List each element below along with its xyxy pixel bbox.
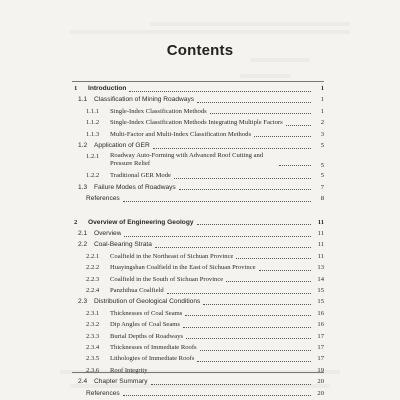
toc-page-number: 13 xyxy=(317,264,324,272)
toc-entry-title: Multi-Factor and Multi-Index Classification Methods xyxy=(110,130,252,138)
dot-leader xyxy=(197,102,311,103)
dot-leader xyxy=(226,281,311,282)
toc-page-number: 20 xyxy=(317,389,324,397)
toc-entry-row xyxy=(72,263,324,273)
toc-entry-row xyxy=(72,107,324,117)
toc-page-number: 5 xyxy=(320,142,324,149)
toc-entry-title: Roadway Auto-Forming with Advanced Roof Cutting and Pressure Relief xyxy=(110,152,264,168)
toc-entry-number: 2.2 xyxy=(78,241,88,249)
dot-leader xyxy=(197,224,311,225)
dot-leader xyxy=(203,304,311,305)
toc-entry-row xyxy=(72,229,324,239)
toc-entry-title: Single-Index Classification Methods xyxy=(110,107,207,115)
toc-entry-row xyxy=(72,366,324,376)
toc-page-number: 17 xyxy=(317,355,324,363)
toc-entry-number: 2.3.2 xyxy=(86,321,100,329)
dot-leader xyxy=(279,165,311,166)
toc-references-row xyxy=(72,389,324,399)
dot-leader xyxy=(236,258,311,259)
toc-entry-number: 2.3.6 xyxy=(86,366,100,374)
toc-entry-number: 2.3 xyxy=(78,298,88,306)
toc-entry-number: 2.3.3 xyxy=(86,332,100,340)
toc-page-number: 11 xyxy=(317,241,324,249)
dot-leader xyxy=(210,113,311,114)
dot-leader xyxy=(123,395,311,396)
toc-entry-title: Dip Angles of Coal Seams xyxy=(110,321,180,329)
toc-page-number: 17 xyxy=(317,332,324,340)
toc-entry-title: Chapter Summary xyxy=(94,378,148,386)
toc-page-number: 14 xyxy=(317,275,324,283)
toc-entry-title: Overview xyxy=(94,230,122,237)
toc-entry-number: 2.4 xyxy=(78,378,88,386)
toc-page-number: 19 xyxy=(317,366,324,374)
toc-entry-title: Coal-Bearing Strata xyxy=(94,241,152,249)
toc-page-number: 1 xyxy=(320,107,324,115)
toc-entry-number: 2.3.1 xyxy=(86,309,100,317)
toc-entry-row xyxy=(72,240,324,250)
toc-page-number: 17 xyxy=(317,344,324,351)
toc-entry-row xyxy=(72,141,324,151)
toc-page-number: 2 xyxy=(320,119,324,127)
toc-entry-row xyxy=(72,252,324,262)
toc-entry-number: 2 xyxy=(74,218,78,226)
toc-entry-title: Thicknesses of Immediate Roofs xyxy=(110,344,197,351)
toc-entry-row xyxy=(72,377,324,387)
toc-entry-row xyxy=(72,354,324,364)
toc-entry-title: Huayingshan Coalfield in the East of Sichuan Province xyxy=(110,264,256,272)
toc-entry-title: Classification of Mining Roadways xyxy=(94,96,195,104)
toc-page-number: 15 xyxy=(317,287,324,294)
dot-leader xyxy=(286,125,311,126)
toc-entry-row xyxy=(72,286,324,296)
toc-entry-number: 1.1 xyxy=(78,96,88,104)
toc-entry-row xyxy=(72,332,324,342)
toc-page-number: 8 xyxy=(320,195,324,203)
toc-entry-row xyxy=(72,152,324,170)
dot-leader xyxy=(123,201,311,202)
bottom-rule xyxy=(72,372,324,373)
toc-entry-title: References xyxy=(86,195,120,203)
dot-leader xyxy=(124,236,311,237)
toc-entry-title: Application of GER xyxy=(94,142,150,149)
toc-page-number: 11 xyxy=(317,230,324,237)
toc-entry-number: 2.2.4 xyxy=(86,287,100,294)
toc-page-number: 15 xyxy=(317,298,324,306)
toc-entry-number: 2.3.5 xyxy=(86,355,100,363)
toc-page-number: 7 xyxy=(320,183,324,191)
page-title: Contents xyxy=(166,42,234,59)
dot-leader xyxy=(259,270,311,271)
top-rule xyxy=(72,81,324,82)
toc-entry-number: 2.3.4 xyxy=(86,344,100,351)
dot-leader xyxy=(129,91,311,92)
toc-page-number: 20 xyxy=(317,378,324,386)
toc-entry-number: 1 xyxy=(74,85,78,92)
toc-entry-row xyxy=(72,171,324,181)
toc-page-number: 11 xyxy=(317,218,324,226)
toc-entry-title: Panzhihua Coalfield xyxy=(110,287,164,294)
toc-entry-title: Overview of Engineering Geology xyxy=(88,218,194,226)
dot-leader xyxy=(151,384,311,385)
toc-page-number: 5 xyxy=(320,162,324,170)
toc-entry-title: Introduction xyxy=(88,85,127,92)
toc-entry-title: Distribution of Geological Conditions xyxy=(94,298,201,306)
toc-entry-title: Coalfield in the South of Sichuan Province xyxy=(110,275,224,283)
toc-page-number: 1 xyxy=(320,96,324,104)
toc-page-number: 3 xyxy=(320,130,324,138)
toc-entry-title: Failure Modes of Roadways xyxy=(94,183,176,191)
toc-entry-number: 1.3 xyxy=(78,183,88,191)
dot-leader xyxy=(186,338,311,339)
toc-entry-row xyxy=(72,95,324,105)
dot-leader xyxy=(153,148,311,149)
toc-page-number: 11 xyxy=(317,252,324,260)
toc-entry-row xyxy=(72,130,324,140)
toc-entry-title: Coalfield in the Northeast of Sichuan Province xyxy=(110,252,234,260)
toc-chapter-row xyxy=(72,218,324,228)
toc-references-row xyxy=(72,194,324,204)
dot-leader xyxy=(185,315,311,316)
toc-entry-number: 1.2 xyxy=(78,142,88,149)
toc-entry-number: 1.1.3 xyxy=(86,130,100,138)
toc-entry-row xyxy=(72,183,324,193)
toc-entry-number: 2.2.3 xyxy=(86,275,100,283)
dot-leader xyxy=(183,327,311,328)
dot-leader xyxy=(179,189,311,190)
toc-entry-number: 1.1.1 xyxy=(86,107,100,115)
toc-entry-title: Lithologies of Immediate Roofs xyxy=(110,355,195,363)
toc-entry-title: Single-Index Classification Methods Integrating Multiple Factors xyxy=(110,119,283,127)
toc-entry-row xyxy=(72,320,324,330)
toc-entry-title: Burial Depths of Roadways xyxy=(110,332,184,340)
dot-leader xyxy=(254,136,311,137)
toc-entry-title: Thicknesses of Coal Seams xyxy=(110,309,183,317)
toc-entry-row xyxy=(72,275,324,285)
toc-entry-number: 1.2.1 xyxy=(86,153,100,161)
toc-entry-row xyxy=(72,118,324,128)
toc-entry-title: Traditional GER Mode xyxy=(110,172,171,180)
toc-entry-title: Roof Integrity xyxy=(110,366,148,374)
toc-entry-number: 2.2.2 xyxy=(86,264,100,272)
toc-page-number: 1 xyxy=(320,85,324,92)
toc-page-number: 5 xyxy=(320,172,324,180)
toc-chapter-row xyxy=(72,84,324,94)
toc-entry-number: 2.1 xyxy=(78,230,88,237)
toc-page-number: 16 xyxy=(317,321,324,329)
toc-entry-number: 2.2.1 xyxy=(86,252,100,260)
toc-entry-number: 1.1.2 xyxy=(86,119,100,127)
dot-leader xyxy=(174,178,311,179)
toc-entry-row xyxy=(72,297,324,307)
dot-leader xyxy=(167,293,311,294)
toc-page-number: 16 xyxy=(317,309,324,317)
toc-entry-number: 1.2.2 xyxy=(86,172,100,180)
dot-leader xyxy=(200,350,311,351)
toc-entry-title: References xyxy=(86,389,120,397)
dot-leader xyxy=(155,247,311,248)
toc-entry-row xyxy=(72,309,324,319)
dot-leader xyxy=(197,361,311,362)
toc-entry-row xyxy=(72,343,324,353)
